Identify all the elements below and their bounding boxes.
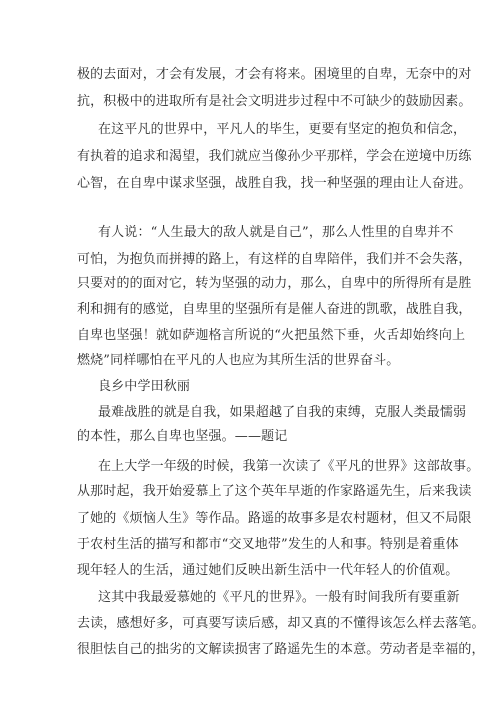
text-line: 心智，在自卑中谋求坚强，战胜自我，找一种坚强的理由让人奋进。 xyxy=(77,176,472,191)
text-line: 燃烧”同样哪怕在平凡的人也应为其所生活的世界奋斗。 xyxy=(77,353,400,368)
paragraph-start: 最难战胜的就是自我，如果超越了自我的束缚，克服人类最懦弱 xyxy=(98,405,467,420)
paragraph-start: 这其中我最爱慕她的《平凡的世界》。一般有时间我所有要重新 xyxy=(98,590,460,605)
text-line: 从那时起，我开始爱慕上了这个英年早逝的作家路遥先生，后来我读 xyxy=(77,484,472,499)
paragraph-start: 在这平凡的世界中，平凡人的毕生，更要有坚定的抱负和信念， xyxy=(98,122,467,137)
text-line: 可怕，为抱负而拼搏的路上，有这样的自卑陪伴，我们并不会失落， xyxy=(77,252,472,267)
text-line: 有执着的追求和渴望，我们就应当像孙少平那样，学会在逆境中历练 xyxy=(77,149,472,164)
text-line: 极的去面对，才会有发展，才会有将来。困境里的自卑，无奈中的对 xyxy=(77,67,472,82)
text-line: 利和拥有的感觉，自卑里的坚强所有是催人奋进的凯歌，战胜自我， xyxy=(77,302,472,317)
text-line: 了她的《烦恼人生》等作品。路遥的故事多是农村题材，但又不局限 xyxy=(77,511,472,526)
text-line: 的本性，那么自卑也坚强。——题记 xyxy=(77,429,288,444)
text-line: 自卑也坚强！就如萨迦格言所说的“火把虽然下垂，火舌却始终向上 xyxy=(77,328,466,343)
text-line: 现年轻人的生活，通过她们反映出新生活中一代年轻人的价值观。 xyxy=(77,563,459,578)
text-line: 去读，感想好多，可真要写读后感，却又真的不懂得该怎么样去落笔。 xyxy=(77,616,485,631)
author-line: 良乡中学田秋丽 xyxy=(98,379,191,394)
paragraph-start: 有人说：“人生最大的敌人就是自己”，那么人性里的自卑并不 xyxy=(98,225,454,240)
text-line: 只要对的的面对它，转为坚强的动力，那么，自卑中的所得所有是胜 xyxy=(77,276,472,291)
paragraph-start: 在上大学一年级的时候，我第一次读了《平凡的世界》这部故事。 xyxy=(98,459,480,474)
text-line: 抗，积极中的进取所有是社会文明进步过程中不可缺少的鼓励因素。 xyxy=(77,94,472,109)
text-line: 很胆怯自己的拙劣的文解读损害了路遥先生的本意。劳动者是幸福的， xyxy=(77,642,485,657)
text-line: 于农村生活的描写和都市“交叉地带”发生的人和事。特别是着重体 xyxy=(77,537,459,552)
